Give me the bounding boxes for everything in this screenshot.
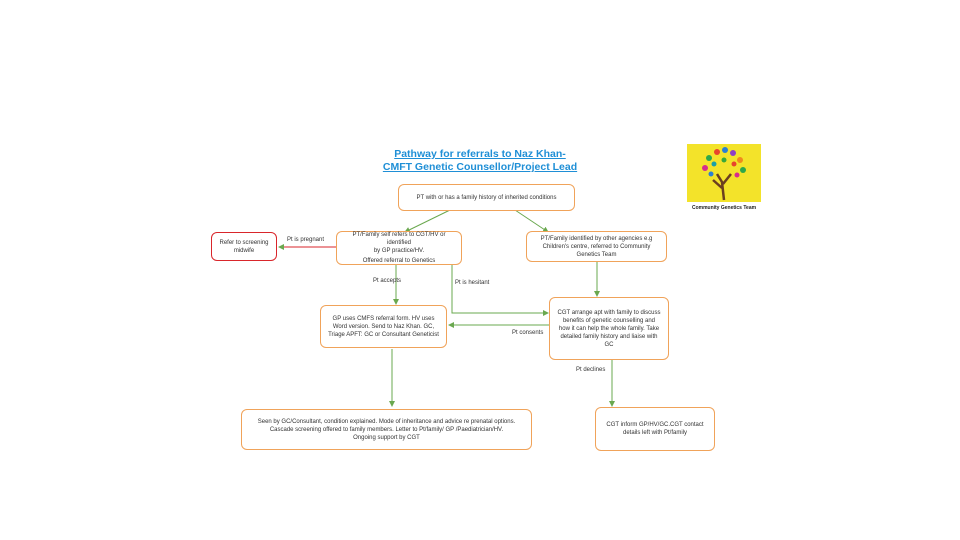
box-seen-by-gc-line-3: Ongoing support by CGT [353,434,420,441]
box-screening-midwife-line-1: Refer to screening [219,239,269,246]
arrow-gp-to-cgt [452,265,548,313]
box-start-text: PT with or has a family history of inherited conditions [416,194,557,201]
box-other-agencies-line-1: PT/Family identified by other agencies e.g [540,235,653,242]
box-cgt-arrange-line-3: how it can help the whole family. Take [558,325,660,332]
box-other-agencies-line-2: Children's centre, referred to Community [542,243,651,250]
arrow-start-to-gp [405,210,450,232]
box-seen-by-gc-line-2: Cascade screening offered to family members. Letter to Pt/family/ GP /Paediatrician/HV. [269,426,504,433]
title-line-1: Pathway for referrals to Naz Khan- [394,148,566,160]
label-accepts: Pt accepts [373,278,402,284]
box-cgt-inform-line-2: details left with Pt/family [622,430,688,436]
box-cgt-arrange-line-4: detailed family history and liaise with [560,333,658,340]
box-other-agencies-line-3: Genetics Team [576,251,617,258]
box-gp-identified [336,231,462,265]
arrow-start-to-agencies [515,210,548,232]
box-cgt-arrange-line-2: benefits of genetic counselling and [562,317,656,324]
box-gp-identified-line-1: PT/Family self refers to CGT/HV or identified [352,232,446,246]
label-consents: Pt consents [512,330,544,336]
box-cgt-arrange [549,297,669,360]
box-other-agencies [526,231,667,262]
box-gp-identified-line-3: Offered referral to Genetics [362,258,436,264]
box-cgt-arrange-line-1: CGT arrange apt with family to discuss [557,309,661,316]
title-line-2: CMFT Genetic Counsellor/Project Lead [382,161,578,173]
logo-caption: Community Genetics Team [691,205,757,211]
box-gp-form-line-1: GP uses CMFS referral form. HV uses [332,315,435,322]
box-gp-identified-line-2: by GP practice/HV. [373,248,425,254]
label-declines: Pt declines [576,367,606,373]
box-screening-midwife [211,232,277,261]
label-hesitant: Pt is hesitant [455,280,490,286]
box-gp-form-line-2: Word version. Send to Naz Khan. GC, [332,323,435,330]
box-cgt-inform-line-1: CGT inform GP/HV/GC.CGT contact [606,422,704,428]
box-gp-form-line-3: Triage APFT: GC or Consultant Geneticist [328,331,439,338]
box-seen-by-gc [241,409,532,450]
box-gp-form [320,305,447,348]
box-start [398,184,575,211]
box-seen-by-gc-line-1: Seen by GC/Consultant, condition explained. Mode of inheritance and advice re prenatal options. [257,418,516,425]
box-cgt-arrange-line-5: GC [604,341,614,348]
box-cgt-inform [595,407,715,451]
label-pregnant: Pt is pregnant [287,237,325,243]
box-screening-midwife-line-2: midwife [233,247,255,254]
